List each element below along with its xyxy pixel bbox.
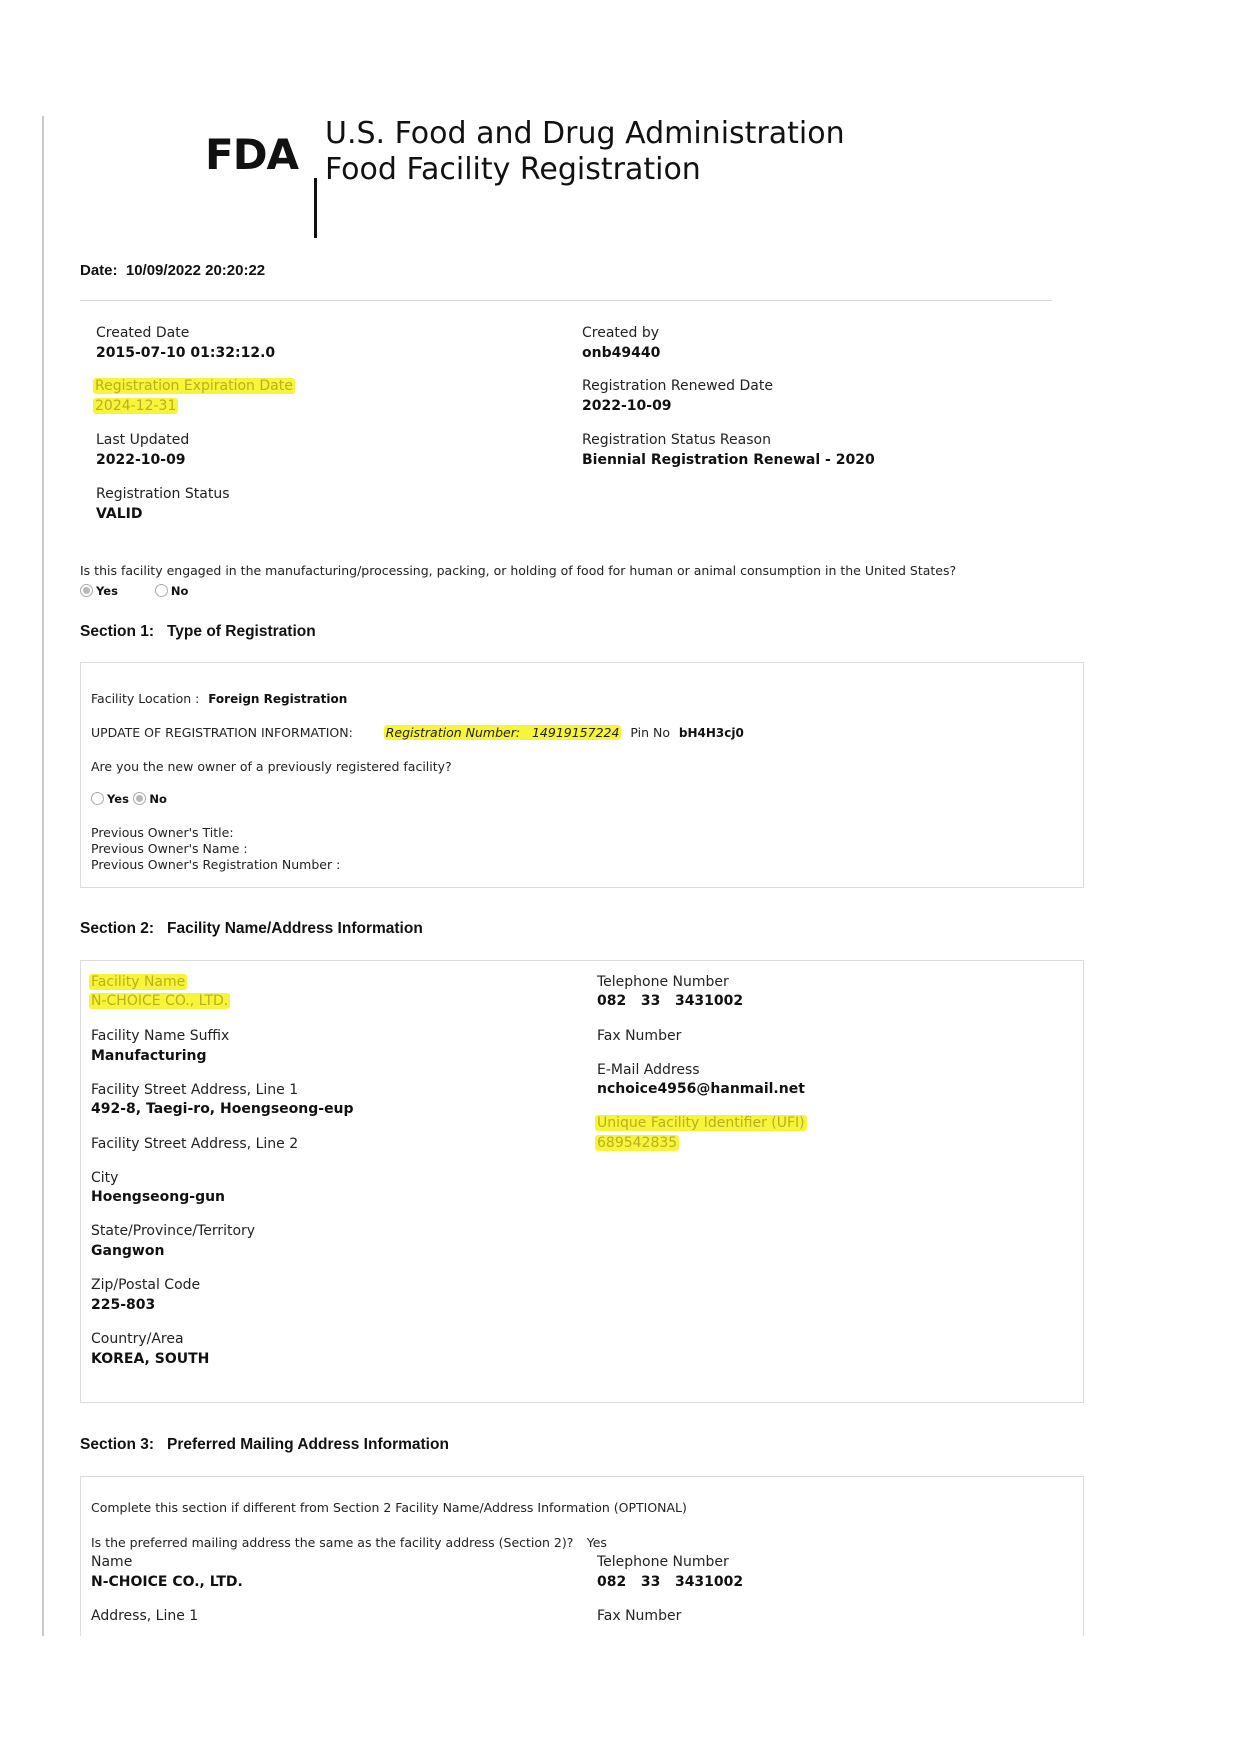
new-owner-yes-radio[interactable]	[91, 792, 104, 805]
facility-suffix-label: Facility Name Suffix	[91, 1028, 230, 1044]
engaged-no-label: No	[170, 583, 189, 598]
previous-owner-registration: Previous Owner's Registration Number :	[91, 857, 341, 872]
last-updated-label: Last Updated	[96, 432, 190, 448]
print-date-label: Date:	[80, 262, 118, 279]
document-title: Food Facility Registration	[325, 152, 701, 187]
engaged-yes-label: Yes	[96, 583, 118, 598]
registration-number-value: 14919157224	[531, 725, 620, 740]
status-reason-value: Biennial Registration Renewal - 2020	[582, 452, 875, 468]
registration-number	[384, 725, 622, 740]
update-registration-row	[91, 724, 744, 742]
print-date	[80, 262, 265, 279]
mailing-name-value: N-CHOICE CO., LTD.	[91, 1574, 243, 1590]
registration-status-value: VALID	[96, 506, 143, 522]
expiration-date-value: 2024-12-31	[95, 398, 177, 414]
left-margin-rule	[42, 116, 44, 1638]
fda-logo: FDA	[205, 130, 299, 179]
facility-name-value: N-CHOICE CO., LTD.	[91, 993, 229, 1009]
renewed-date-label: Registration Renewed Date	[582, 378, 773, 394]
status-reason-label: Registration Status Reason	[582, 432, 771, 448]
new-owner-question: Are you the new owner of a previously registered facility?	[91, 759, 452, 774]
email-label: E-Mail Address	[597, 1062, 700, 1078]
facility-suffix-value: Manufacturing	[91, 1048, 207, 1064]
same-address-row	[91, 1534, 607, 1552]
zip-value: 225-803	[91, 1297, 156, 1313]
mailing-name-label: Name	[91, 1554, 133, 1570]
facility-name-label: Facility Name	[91, 974, 186, 990]
header-rule	[80, 300, 1052, 301]
facility-location-row	[91, 690, 347, 708]
ufi-value: 689542835	[597, 1135, 678, 1151]
engaged-radio-group	[80, 582, 188, 600]
section-1-title: Section 1: Type of Registration	[80, 623, 316, 640]
pin-value: bH4H3cj0	[678, 726, 744, 740]
ufi-label: Unique Facility Identifier (UFI)	[597, 1115, 805, 1131]
section-3-note: Complete this section if different from Section 2 Facility Name/Address Information (OPTIONAL)	[91, 1500, 687, 1515]
facility-location-label: Facility Location :	[91, 691, 200, 706]
new-owner-yes-label: Yes	[107, 791, 129, 806]
state-label: State/Province/Territory	[91, 1223, 256, 1239]
street1-value: 492-8, Taegi-ro, Hoengseong-eup	[91, 1101, 354, 1117]
section-2-box	[80, 960, 1084, 1403]
engaged-no-radio[interactable]	[155, 584, 168, 597]
country-label: Country/Area	[91, 1331, 184, 1347]
pin-label: Pin No	[630, 725, 670, 740]
city-label: City	[91, 1170, 119, 1186]
city-value: Hoengseong-gun	[91, 1189, 226, 1205]
same-address-question: Is the preferred mailing address the same as the facility address (Section 2)?	[91, 1535, 574, 1550]
renewed-date-value: 2022-10-09	[582, 398, 672, 414]
expiration-date-label: Registration Expiration Date	[95, 378, 293, 394]
registration-status-label: Registration Status	[96, 486, 230, 502]
registration-number-label: Registration Number:	[385, 725, 521, 740]
new-owner-no-label: No	[149, 791, 167, 806]
print-date-value: 10/09/2022 20:20:22	[125, 262, 266, 279]
street1-label: Facility Street Address, Line 1	[91, 1082, 299, 1098]
header-divider	[314, 178, 317, 238]
mailing-telephone-value: 082 33 3431002	[597, 1574, 744, 1590]
engaged-question: Is this facility engaged in the manufacturing/processing, packing, or holding of food for human or animal consumption in the United States?	[80, 563, 957, 578]
previous-owner-title: Previous Owner's Title:	[91, 825, 234, 840]
created-date-value: 2015-07-10 01:32:12.0	[96, 345, 276, 361]
mailing-telephone-label: Telephone Number	[597, 1554, 729, 1570]
mailing-address1-label: Address, Line 1	[91, 1608, 199, 1624]
same-address-answer: Yes	[586, 1535, 607, 1550]
mailing-fax-label: Fax Number	[597, 1608, 682, 1624]
telephone-label: Telephone Number	[597, 974, 729, 990]
email-value: nchoice4956@hanmail.net	[597, 1081, 805, 1097]
agency-title: U.S. Food and Drug Administration	[325, 116, 845, 151]
last-updated-value: 2022-10-09	[96, 452, 186, 468]
facility-location-value: Foreign Registration	[208, 692, 348, 706]
country-value: KOREA, SOUTH	[91, 1351, 210, 1367]
update-registration-label: UPDATE OF REGISTRATION INFORMATION:	[91, 725, 353, 740]
created-date-label: Created Date	[96, 325, 190, 341]
new-owner-radio-group	[91, 790, 167, 808]
street2-label: Facility Street Address, Line 2	[91, 1136, 299, 1152]
fax-label: Fax Number	[597, 1028, 682, 1044]
section-2-title: Section 2: Facility Name/Address Information	[80, 920, 423, 937]
telephone-value: 082 33 3431002	[597, 993, 744, 1009]
previous-owner-name: Previous Owner's Name :	[91, 841, 248, 856]
page-bottom-margin	[0, 1636, 1238, 1752]
zip-label: Zip/Postal Code	[91, 1277, 201, 1293]
engaged-yes-radio[interactable]	[80, 584, 93, 597]
new-owner-no-radio[interactable]	[133, 792, 146, 805]
created-by-label: Created by	[582, 325, 660, 341]
state-value: Gangwon	[91, 1243, 165, 1259]
section-3-title: Section 3: Preferred Mailing Address Information	[80, 1436, 449, 1453]
created-by-value: onb49440	[582, 345, 661, 361]
